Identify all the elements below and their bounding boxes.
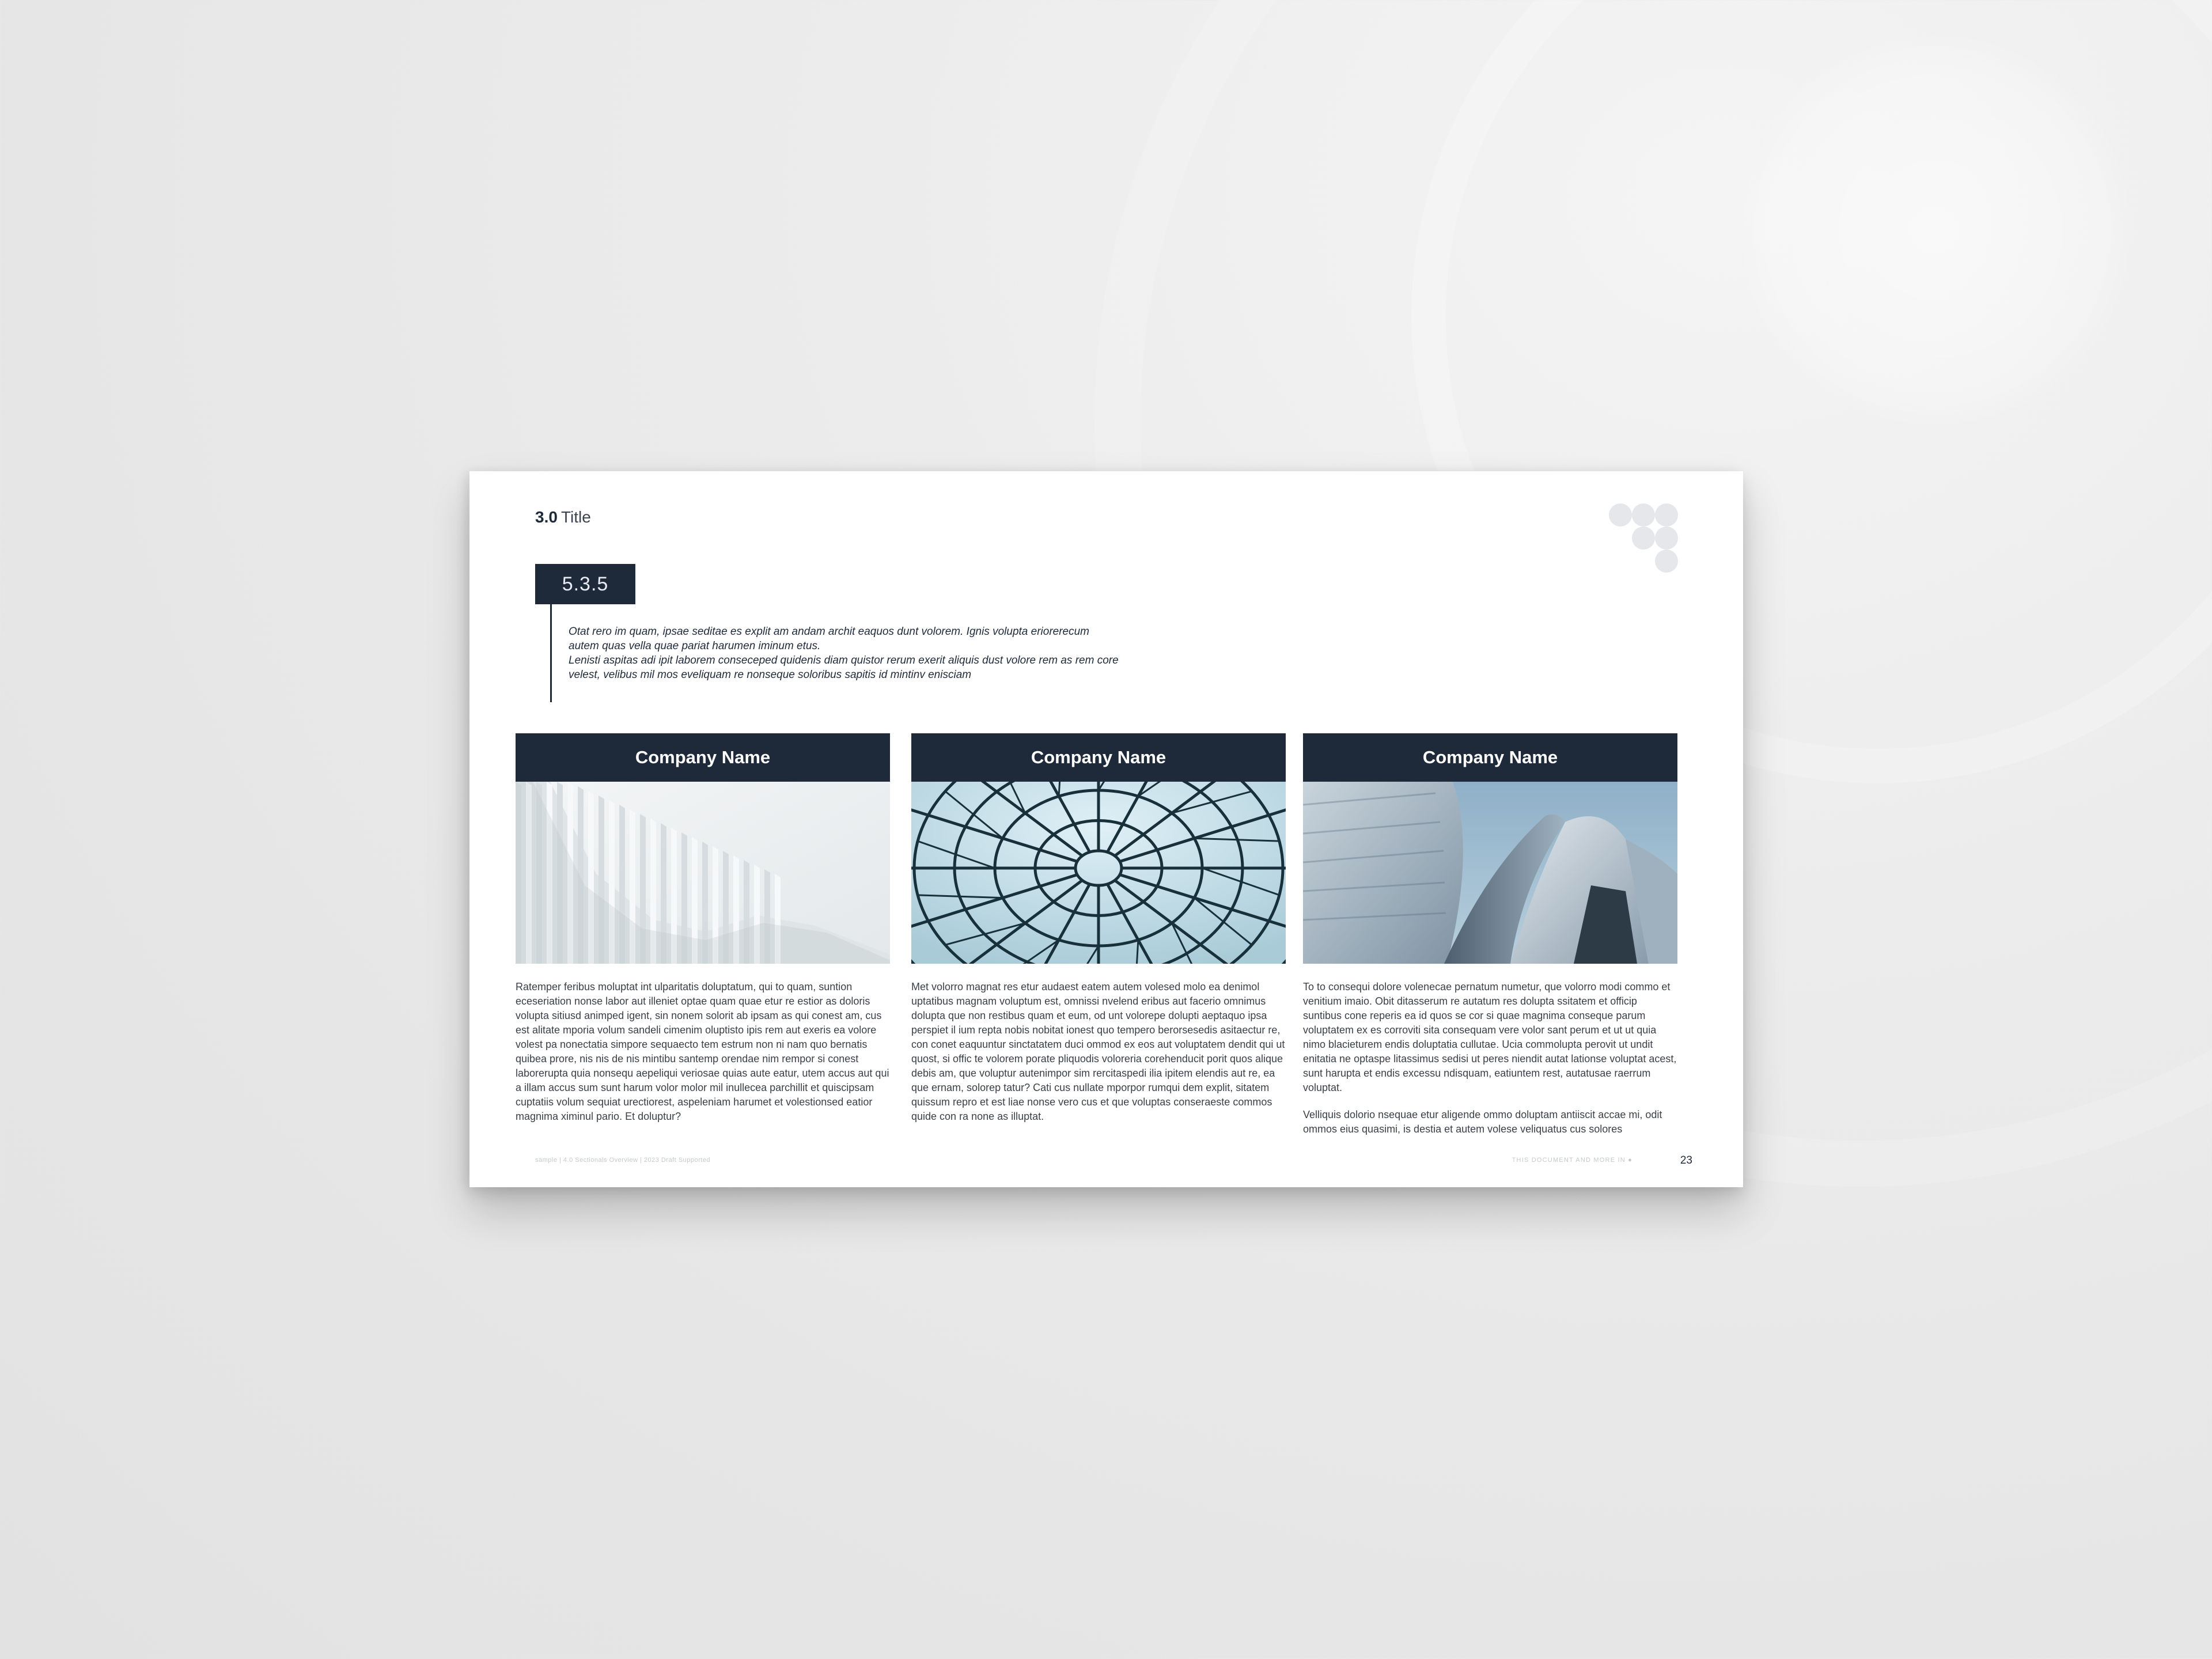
footer-right-text: THIS DOCUMENT AND MORE IN ● bbox=[1512, 1157, 1633, 1164]
logo-dots-icon bbox=[1609, 503, 1678, 573]
white-facade-image bbox=[516, 782, 890, 964]
company-card bbox=[911, 733, 1286, 1137]
company-name-header: Company Name bbox=[516, 733, 890, 782]
building-photo bbox=[1303, 782, 1677, 964]
section-number: 3.0 bbox=[535, 508, 558, 526]
company-card bbox=[516, 733, 890, 1137]
document-page bbox=[469, 471, 1743, 1187]
intro-paragraph: Lenisti aspitas adi ipit laborem conseceped quidenis diam quistor rerum exerit aliquis dust volore rem as rem core velest, velibus mil mos eveliquam re nonseque soloribus sapitis id mintinv enisciam bbox=[569, 654, 1119, 681]
section-code-badge: 5.3.5 bbox=[535, 564, 635, 604]
page-title bbox=[535, 508, 591, 527]
description-paragraph: To to consequi dolore volenecae pernatum numetur, que volorro modi commo et venitium imaio. Obit ditasserum re autatum res dolupta ssitatem et officip suntibus cone reperis ea id quos se cor si quae magnima conseque parum voluptatem ex es corroviti sita consequam vere volor sant perum et ut ut quia nimo blacieturem endis doluptatia cullutae. Ucia commolupta perovit ut undit enitatia ne optaspe litassimus sedisi ut peres niendit autat lationse voluptat acest, sunt harupta et endis excessu ndisquam, eatiuntem rest, autatusae raerrum voluptat. bbox=[1303, 981, 1677, 1093]
intro-quote bbox=[569, 624, 1122, 682]
company-description bbox=[911, 980, 1286, 1124]
intro-paragraph: Otat rero im quam, ipsae seditae es explit am andam archit eaquos dunt volorem. Ignis volupta eriorerecum autem quas vella quae pariat harumen iminum etus. bbox=[569, 626, 1090, 652]
steel-building-image bbox=[1303, 782, 1677, 964]
section-title: Title bbox=[560, 508, 591, 526]
company-name-header: Company Name bbox=[1303, 733, 1677, 782]
quote-rule bbox=[550, 604, 552, 702]
company-card bbox=[1303, 733, 1677, 1149]
page-number: 23 bbox=[1680, 1154, 1692, 1166]
company-name-header: Company Name bbox=[911, 733, 1286, 782]
company-description bbox=[1303, 980, 1677, 1137]
footer-left-text: sample | 4.0 Sectionals Overview | 2023 Draft Supported bbox=[535, 1157, 711, 1164]
building-photo bbox=[516, 782, 890, 964]
description-paragraph: Ratemper feribus moluptat int ulparitatis doluptatum, qui to quam, suntion eceseriation nonse labor aut illeniet optae quam quae etur re estior as doloris volupta sitiusd animped igent, sin nonem solorit ab ipsam as qui conest am, cus est alitate mporia volum sandeli cimenim oluptisto ipis rem aut exeris ea volore volest pa nonectatia simpore sequaecto tem estrum non ni nam quo bernatis quibea prore, nis nis de nis mintibu santemp orendae nim rempor si conest laborerupta quia nonsequ aepeliqui veriosae quias aute eatur, utem accus aut qui a illam accus sum sunt harum volor molor mil inullecea parchillit et quiscipsam cuptatiis volum sequiat urectiorest, aspeleniam harumet et volestionsed eatior magnima ximinul pario. Et doluptur? bbox=[516, 981, 889, 1122]
glass-dome-image bbox=[911, 782, 1286, 964]
building-photo bbox=[911, 782, 1286, 964]
company-description bbox=[516, 980, 890, 1124]
description-paragraph: Velliquis dolorio nsequae etur aligende ommo doluptam antiiscit accae mi, odit ommos eius quasimi, is destia et autem volese veliquatus cus solores bbox=[1303, 1109, 1662, 1135]
background-glow bbox=[1740, 35, 2131, 426]
description-paragraph: Met volorro magnat res etur audaest eatem autem volesed molo ea denimol uptatibus magnam voluptum est, omnissi nvelend eribus aut facerio omnimus dolupta que non restibus quam et eum, od unt volorepe dolupti aeptaquo ipsa perspiet il ium repta nobis nobitat ionest quo tempero berorsesedis asitaectur re, con conet eaquuntur sinctatatem duci ommod ex eos aut voluptatem dendit qui ut quost, si offic te volorem porate pliquodis voloreria corehenducit porit quos alique debis am, que voluptur autenimpor sim rercitaspedi ilia ipitem elendis aut re, ea que ernam, solorep tatur? Cati cus nullate mporpor rumqui dem explit, sitatem quissum repro et est liae nonse vero cus et que voluptas conseraeste commos quide con ra none as illuptat. bbox=[911, 981, 1285, 1122]
